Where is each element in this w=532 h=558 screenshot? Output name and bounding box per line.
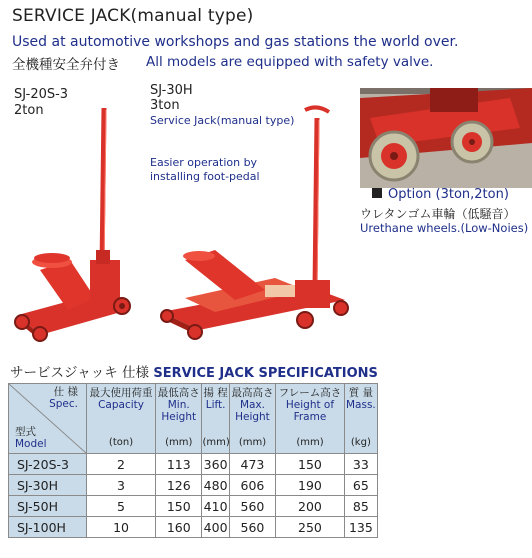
col-jp: 揚 程 xyxy=(203,387,228,399)
spec-table-title xyxy=(10,361,378,381)
col-jp: フレーム高さ xyxy=(278,387,342,399)
cell-min-height: 150 xyxy=(156,496,202,517)
option-text-en: Urethane wheels.(Low-Noies) xyxy=(360,221,529,235)
header-lift xyxy=(202,384,229,454)
table-row xyxy=(9,517,378,538)
header-frame-height xyxy=(276,384,345,454)
intro-text-jp: 全機種安全弁付き xyxy=(12,57,120,73)
cell-min-height: 160 xyxy=(156,517,202,538)
jack-sj-20s-3-image xyxy=(10,100,150,345)
cell-lift: 480 xyxy=(202,475,229,496)
foot-pedal-note xyxy=(150,156,260,184)
model-label-sj-30h xyxy=(150,83,294,128)
table-row xyxy=(9,475,378,496)
header-spec-en: Spec. xyxy=(49,398,78,410)
cell-capacity: 5 xyxy=(87,496,156,517)
safety-valve-text: All models are equipped with safety valve. xyxy=(146,54,434,70)
cell-max-height: 560 xyxy=(229,517,275,538)
col-en: Capacity xyxy=(98,399,144,411)
col-unit: (mm) xyxy=(165,437,193,448)
col-unit: (mm) xyxy=(202,437,230,448)
cell-frame-height: 200 xyxy=(276,496,345,517)
col-unit: (ton) xyxy=(108,437,134,448)
col-en2: Frame xyxy=(293,411,327,423)
cell-max-height: 606 xyxy=(229,475,275,496)
model-name: SJ-20S-3 xyxy=(14,87,69,102)
header-spec-model xyxy=(9,384,87,454)
option-title: Option (3ton,2ton) xyxy=(388,187,509,202)
model-subtitle: Service Jack(manual type) xyxy=(150,114,295,127)
row-model: SJ-100H xyxy=(9,517,87,538)
cell-capacity: 2 xyxy=(87,454,156,475)
cell-frame-height: 250 xyxy=(276,517,345,538)
cell-max-height: 560 xyxy=(229,496,275,517)
cell-mass: 65 xyxy=(344,475,377,496)
header-max-height xyxy=(229,384,275,454)
bullet-square-icon xyxy=(372,188,382,198)
cell-frame-height: 150 xyxy=(276,454,345,475)
option-label xyxy=(372,187,509,202)
cell-mass: 85 xyxy=(344,496,377,517)
model-name: SJ-30H xyxy=(150,83,193,98)
col-jp: 最大使用荷重 xyxy=(89,387,153,399)
urethane-wheel-photo xyxy=(360,88,532,188)
header-capacity xyxy=(87,384,156,454)
spec-title-en: SERVICE JACK SPECIFICATIONS xyxy=(153,366,378,381)
jack-sj-30h-image xyxy=(155,100,350,345)
cell-capacity: 3 xyxy=(87,475,156,496)
row-model: SJ-50H xyxy=(9,496,87,517)
cell-mass: 33 xyxy=(344,454,377,475)
cell-lift: 410 xyxy=(202,496,229,517)
model-capacity: 3ton xyxy=(150,98,180,113)
row-model: SJ-30H xyxy=(9,475,87,496)
table-row xyxy=(9,454,378,475)
col-unit: (mm) xyxy=(296,437,324,448)
col-en2: Height xyxy=(161,411,197,423)
cell-lift: 360 xyxy=(202,454,229,475)
spec-table xyxy=(8,383,378,538)
pedal-note-line2: installing foot-pedal xyxy=(150,170,260,183)
col-jp: 最低高さ xyxy=(157,387,200,399)
cell-max-height: 473 xyxy=(229,454,275,475)
col-en2: Height xyxy=(235,411,270,423)
row-model: SJ-20S-3 xyxy=(9,454,87,475)
col-unit: (kg) xyxy=(350,437,371,448)
col-unit: (mm) xyxy=(238,437,267,448)
header-spec-jp: 仕 様 xyxy=(53,386,78,398)
col-en: Height of xyxy=(285,399,335,411)
col-jp: 最高高さ xyxy=(231,387,274,399)
model-label-sj-20s-3 xyxy=(14,87,68,119)
cell-frame-height: 190 xyxy=(276,475,345,496)
spec-header-row xyxy=(9,384,378,454)
cell-capacity: 10 xyxy=(87,517,156,538)
col-en: Min. xyxy=(167,399,190,411)
col-en: Max. xyxy=(239,399,265,411)
table-row xyxy=(9,496,378,517)
intro-text: Used at automotive workshops and gas stations the world over. xyxy=(12,34,459,50)
cell-min-height: 113 xyxy=(156,454,202,475)
header-mass xyxy=(344,384,377,454)
option-text-jp: ウレタンゴム車輪（低騒音） xyxy=(360,207,516,221)
col-jp: 質 量 xyxy=(348,387,374,399)
cell-min-height: 126 xyxy=(156,475,202,496)
header-model-en: Model xyxy=(15,438,47,450)
model-capacity: 2ton xyxy=(14,103,44,118)
col-en: Lift. xyxy=(205,399,226,411)
page-title: SERVICE JACK(manual type) xyxy=(12,6,254,26)
col-en: Mass. xyxy=(345,399,376,411)
spec-title-jp: サービスジャッキ 仕様 xyxy=(10,365,150,381)
cell-mass: 135 xyxy=(344,517,377,538)
pedal-note-line1: Easier operation by xyxy=(150,156,258,169)
cell-lift: 400 xyxy=(202,517,229,538)
header-min-height xyxy=(156,384,202,454)
header-model-jp: 型式 xyxy=(15,426,36,438)
